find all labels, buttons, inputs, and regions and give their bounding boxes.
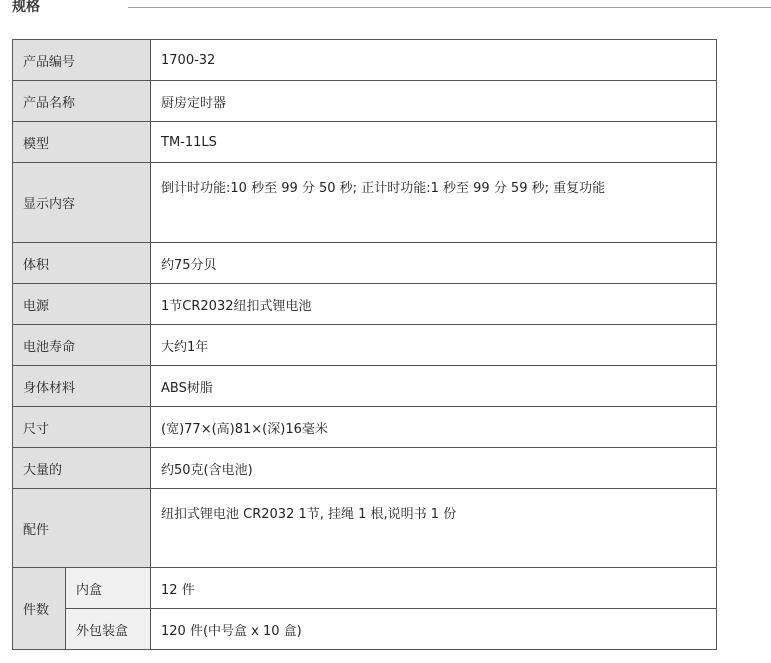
- title-divider: [128, 7, 771, 8]
- row-value: 纽扣式锂电池 CR2032 1节, 挂绳 1 根,说明书 1 份: [151, 489, 717, 568]
- row-value: 倒计时功能:10 秒至 99 分 50 秒; 正计时功能:1 秒至 99 分 59 秒; 重复功能: [151, 163, 717, 243]
- sub-label: 外包装盒: [66, 609, 151, 650]
- sub-label: 内盒: [66, 568, 151, 609]
- row-value: ABS树脂: [151, 366, 717, 407]
- row-value: 大约1年: [151, 325, 717, 366]
- row-value: 约50克(含电池): [151, 448, 717, 489]
- row-label: 配件: [13, 489, 151, 568]
- row-label: 产品名称: [13, 81, 151, 122]
- table-row: [13, 40, 717, 81]
- table-row: [13, 489, 717, 568]
- table-row: [13, 325, 717, 366]
- row-value: 约75分贝: [151, 243, 717, 284]
- table-row: [13, 609, 717, 650]
- table-row: [13, 568, 717, 609]
- row-label: 显示内容: [13, 163, 151, 243]
- row-label: 身体材料: [13, 366, 151, 407]
- row-label: 产品编号: [13, 40, 151, 81]
- section-title: 规格: [12, 0, 40, 15]
- table-row: [13, 366, 717, 407]
- row-label: 件数: [13, 568, 66, 650]
- row-value: 厨房定时器: [151, 81, 717, 122]
- table-row: [13, 407, 717, 448]
- table-row: [13, 448, 717, 489]
- row-label: 电池寿命: [13, 325, 151, 366]
- table-row: [13, 81, 717, 122]
- row-label: 大量的: [13, 448, 151, 489]
- row-label: 模型: [13, 122, 151, 163]
- row-label: 体积: [13, 243, 151, 284]
- row-value: 12 件: [151, 568, 717, 609]
- row-value: 1700-32: [151, 40, 717, 81]
- table-row: [13, 243, 717, 284]
- row-value: 120 件(中号盒 x 10 盒): [151, 609, 717, 650]
- row-label: 尺寸: [13, 407, 151, 448]
- row-value: 1节CR2032纽扣式锂电池: [151, 284, 717, 325]
- table-row: [13, 284, 717, 325]
- table-row: [13, 163, 717, 243]
- row-value: (宽)77×(高)81×(深)16毫米: [151, 407, 717, 448]
- row-label: 电源: [13, 284, 151, 325]
- table-row: [13, 122, 717, 163]
- spec-table: [12, 39, 717, 650]
- row-value: TM-11LS: [151, 122, 717, 163]
